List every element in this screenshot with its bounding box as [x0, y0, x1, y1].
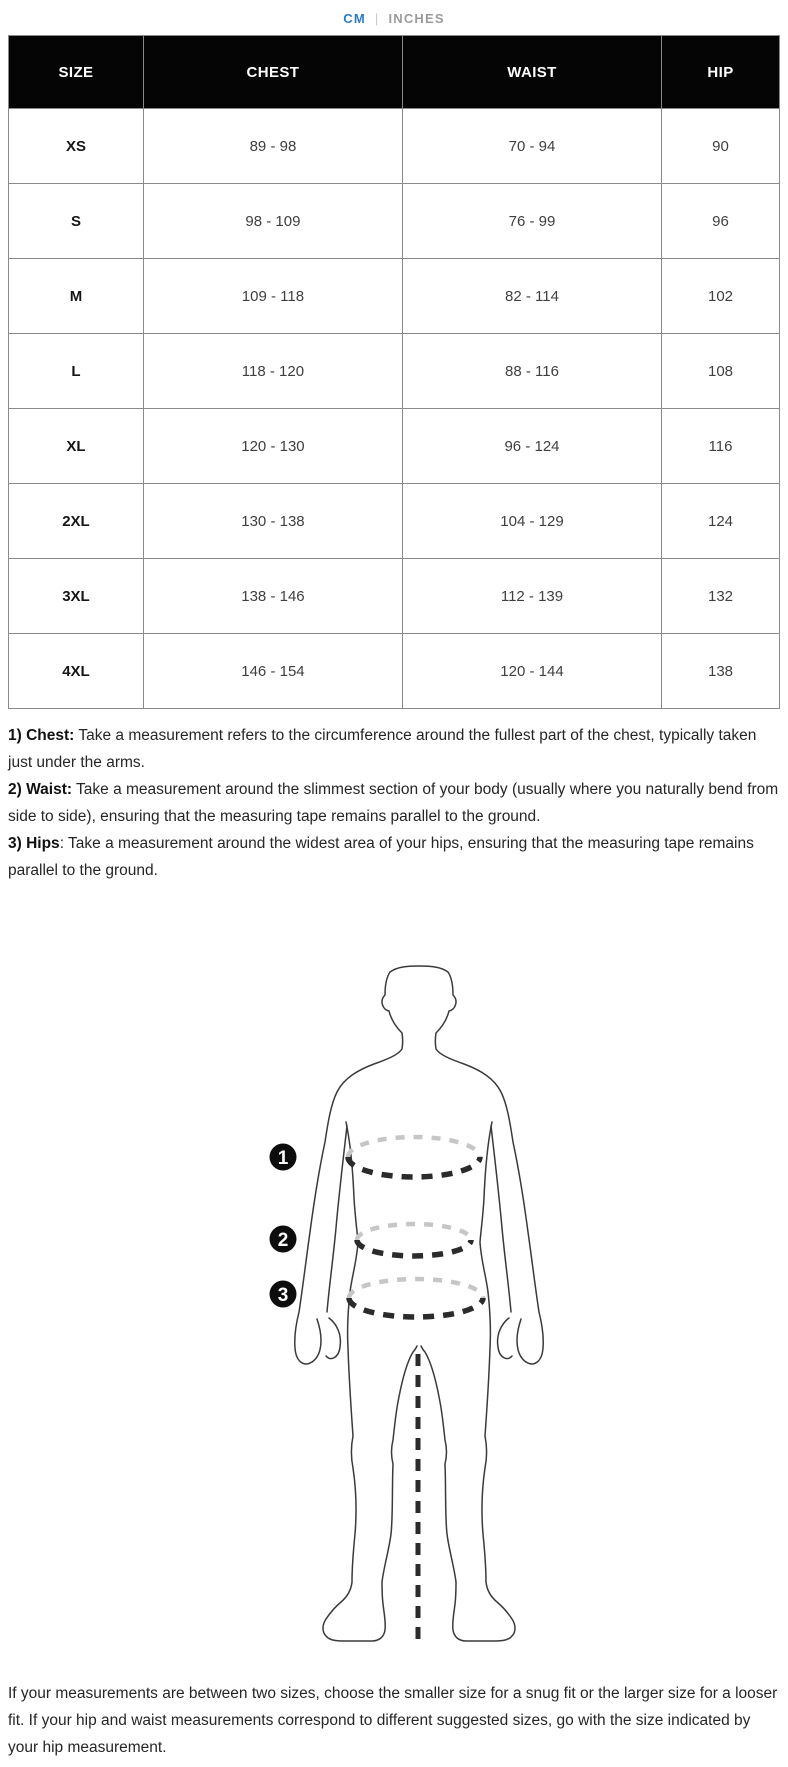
table-row [9, 634, 780, 709]
table-row [9, 484, 780, 559]
instruction-text: Take a measurement around the slimmest section of your body (usually where you naturally bend from side to side), ensuring that the measuring tape remains parallel to the ground. [8, 781, 779, 825]
instruction-chest [8, 722, 780, 776]
waist-tape [357, 1224, 471, 1256]
unit-toggle-divider: | [374, 11, 380, 26]
hip-cell: 90 [662, 109, 780, 184]
table-row [9, 259, 780, 334]
header-size: SIZE [9, 36, 144, 109]
waist-cell: 76 - 99 [402, 184, 661, 259]
body-outline [295, 966, 544, 1641]
waist-cell: 104 - 129 [402, 484, 661, 559]
hip-cell: 108 [662, 334, 780, 409]
waist-tape-front [357, 1240, 471, 1256]
instruction-text: : Take a measurement around the widest area of your hips, ensuring that the measuring tape remains parallel to the ground. [8, 835, 754, 879]
size-cell: 2XL [9, 484, 144, 559]
waist-tape-back [357, 1224, 471, 1240]
waist-cell: 120 - 144 [402, 634, 661, 709]
chest-cell: 98 - 109 [143, 184, 402, 259]
hip-cell: 138 [662, 634, 780, 709]
right-hand-fingers [517, 1319, 526, 1362]
chest-cell: 118 - 120 [143, 334, 402, 409]
header-hip: HIP [662, 36, 780, 109]
instruction-waist [8, 776, 780, 830]
marker-waist [270, 1226, 297, 1253]
right-inner-arm [491, 1126, 511, 1312]
body-measurement-diagram [0, 954, 788, 1654]
hip-cell: 96 [662, 184, 780, 259]
marker-chest [270, 1144, 297, 1171]
chest-tape-front [348, 1157, 480, 1177]
size-cell: 3XL [9, 559, 144, 634]
fit-advice [8, 1680, 780, 1767]
instruction-label: 3) Hips [8, 835, 60, 852]
left-thumb [326, 1318, 340, 1359]
instruction-label: 1) Chest: [8, 727, 75, 744]
chest-tape [348, 1137, 480, 1177]
body-diagram-svg [0, 954, 788, 1654]
measurement-instructions [8, 722, 780, 884]
chest-cell: 130 - 138 [143, 484, 402, 559]
hip-cell: 116 [662, 409, 780, 484]
chest-cell: 109 - 118 [143, 259, 402, 334]
size-cell: XS [9, 109, 144, 184]
marker-number: 3 [277, 1285, 289, 1306]
size-cell: XL [9, 409, 144, 484]
chest-cell: 138 - 146 [143, 559, 402, 634]
table-row [9, 184, 780, 259]
waist-cell: 96 - 124 [402, 409, 661, 484]
hip-cell: 132 [662, 559, 780, 634]
waist-cell: 88 - 116 [402, 334, 661, 409]
unit-toggle [0, 0, 788, 27]
table-row [9, 334, 780, 409]
size-cell: L [9, 334, 144, 409]
unit-cm-button[interactable]: CM [343, 11, 366, 26]
waist-cell: 82 - 114 [402, 259, 661, 334]
hip-tape-back [349, 1279, 483, 1298]
instruction-hips [8, 830, 780, 884]
hip-tape [349, 1279, 483, 1317]
unit-inches-button[interactable]: INCHES [388, 11, 445, 26]
table-header-row [9, 36, 780, 109]
right-thumb [498, 1318, 512, 1359]
waist-cell: 70 - 94 [402, 109, 661, 184]
chest-tape-back [348, 1137, 480, 1157]
left-hand-fingers [312, 1319, 321, 1362]
size-cell: M [9, 259, 144, 334]
table-row [9, 109, 780, 184]
table-row [9, 559, 780, 634]
chest-cell: 120 - 130 [143, 409, 402, 484]
size-cell: S [9, 184, 144, 259]
header-waist: WAIST [402, 36, 661, 109]
body-contour [295, 966, 544, 1364]
marker-number: 1 [277, 1148, 289, 1169]
left-torso-leg [323, 1122, 417, 1641]
waist-cell: 112 - 139 [402, 559, 661, 634]
size-chart-table [8, 35, 780, 709]
marker-number: 2 [277, 1230, 289, 1251]
fit-advice-text: If your measurements are between two sizes, choose the smaller size for a snug fit or the larger size for a looser fit. If your hip and waist measurements correspond to different suggested sizes, go with the size indicated by your hip measurement. [8, 1685, 778, 1756]
instruction-label: 2) Waist: [8, 781, 73, 798]
left-inner-arm [327, 1126, 347, 1312]
size-cell: 4XL [9, 634, 144, 709]
chest-cell: 89 - 98 [143, 109, 402, 184]
instruction-text: Take a measurement refers to the circumference around the fullest part of the chest, typically taken just under the arms. [8, 727, 757, 771]
header-chest: CHEST [143, 36, 402, 109]
right-torso-leg [421, 1122, 515, 1641]
marker-hip [270, 1281, 297, 1308]
hip-cell: 124 [662, 484, 780, 559]
chest-cell: 146 - 154 [143, 634, 402, 709]
hip-tape-front [349, 1298, 483, 1317]
table-row [9, 409, 780, 484]
hip-cell: 102 [662, 259, 780, 334]
